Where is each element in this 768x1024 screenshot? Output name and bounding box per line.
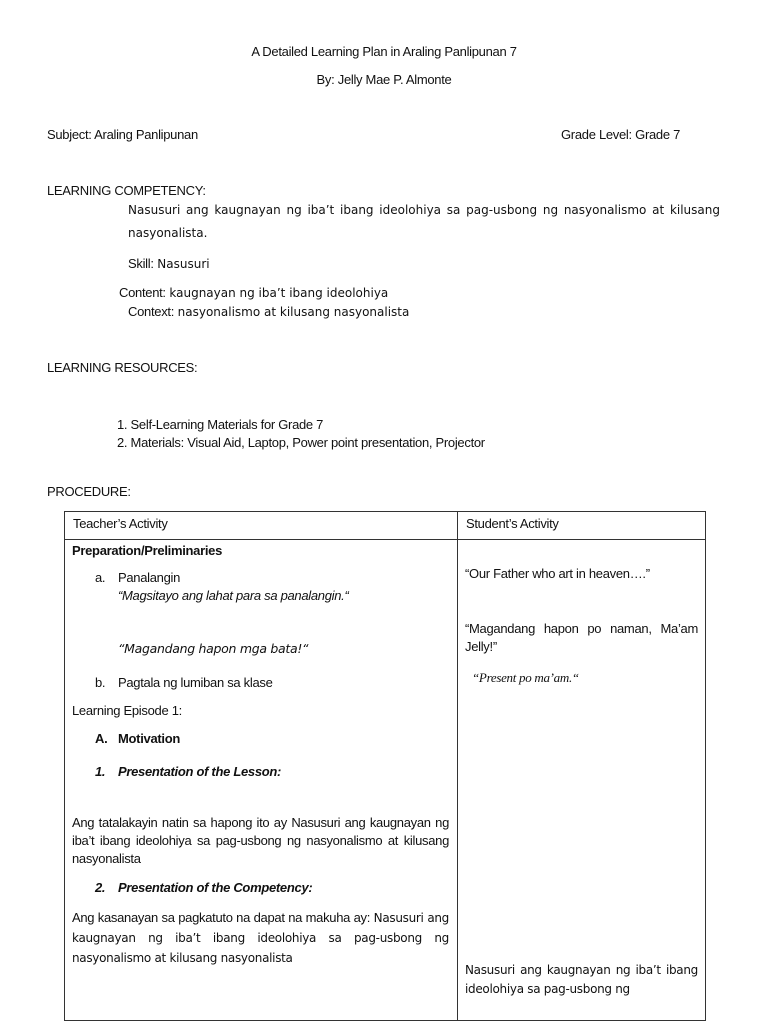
teacher-activity-header: Teacher’s Activity xyxy=(65,512,458,540)
item-b-marker: b. xyxy=(95,675,106,690)
skill-value: Nasusuri xyxy=(157,257,210,271)
presentation-competency-marker: 2. xyxy=(95,880,106,895)
competency-intro: Ang kasanayan sa pagkatuto na dapat na makuha ay: xyxy=(72,910,371,925)
competency-statement xyxy=(72,908,449,968)
section-a-marker: A. xyxy=(95,731,108,746)
content-row xyxy=(119,285,388,300)
prayer-instruction: “Magsitayo ang lahat para sa panalangin.“ xyxy=(118,588,349,603)
item-a-label: Panalangin xyxy=(118,570,181,585)
document-title: A Detailed Learning Plan in Araling Panlipunan 7 xyxy=(251,44,517,59)
context-value: nasyonalismo at kilusang nasyonalista xyxy=(177,305,410,319)
student-activity-cell xyxy=(458,540,706,1021)
presentation-competency-heading: Presentation of the Competency: xyxy=(118,880,313,895)
lesson-text: Ang tatalakayin natin sa hapong ito ay Nasusuri ang kaugnayan ng iba’t ibang ideolohiya sa pag-usbong ng nasyonalismo at kilusang nasyonalista xyxy=(72,815,449,866)
teacher-activity-cell xyxy=(65,540,458,1021)
competency-objective: Nasusuri ang kaugnayan ng iba’t ibang ideolohiya sa pag-usbong ng nasyonalismo at kilusang nasyonalista xyxy=(72,911,449,965)
motivation-heading: Motivation xyxy=(118,731,180,746)
episode-label: Learning Episode 1: xyxy=(72,703,182,718)
skill-label: Skill: xyxy=(128,256,154,271)
student-prayer: “Our Father who art in heaven….” xyxy=(465,566,650,581)
competency-heading: LEARNING COMPETENCY: xyxy=(47,183,206,198)
content-value: kaugnayan ng iba’t ibang ideolohiya xyxy=(169,286,389,300)
item-b-label: Pagtala ng lumiban sa klase xyxy=(118,675,273,690)
skill-row xyxy=(128,256,210,271)
student-activity-header: Student’s Activity xyxy=(458,512,706,540)
item-a-marker: a. xyxy=(95,570,106,585)
resources-heading: LEARNING RESOURCES: xyxy=(47,360,198,375)
competency-text-line1: Nasusuri ang kaugnayan ng iba’t ibang ideolohiya sa pag-usbong ng nasyonalismo at kilusang xyxy=(128,203,720,217)
grade-level-label: Grade Level: Grade 7 xyxy=(561,127,681,142)
teacher-greeting: “Magandang hapon mga bata!“ xyxy=(118,641,309,656)
context-label: Context: xyxy=(128,304,175,319)
student-attendance-reply: “Present po ma’am.“ xyxy=(472,670,579,685)
resource-item: 2. Materials: Visual Aid, Laptop, Power point presentation, Projector xyxy=(117,435,485,450)
student-greeting-reply: “Magandang hapon po naman, Ma’am Jelly!” xyxy=(465,621,698,654)
subject-label: Subject: Araling Panlipunan xyxy=(47,127,198,142)
procedure-heading: PROCEDURE: xyxy=(47,484,131,499)
student-competency-text: Nasusuri ang kaugnayan ng iba’t ibang ideolohiya sa pag-usbong ng xyxy=(465,963,698,996)
resource-item: 1. Self-Learning Materials for Grade 7 xyxy=(117,417,324,432)
context-row xyxy=(128,304,409,319)
content-label: Content: xyxy=(119,285,166,300)
competency-text-line2: nasyonalista. xyxy=(128,226,208,240)
preliminaries-heading: Preparation/Preliminaries xyxy=(72,543,223,558)
presentation-lesson-marker: 1. xyxy=(95,764,106,779)
document-author: By: Jelly Mae P. Almonte xyxy=(316,72,452,87)
presentation-lesson-heading: Presentation of the Lesson: xyxy=(118,764,282,779)
procedure-table xyxy=(64,511,706,1021)
